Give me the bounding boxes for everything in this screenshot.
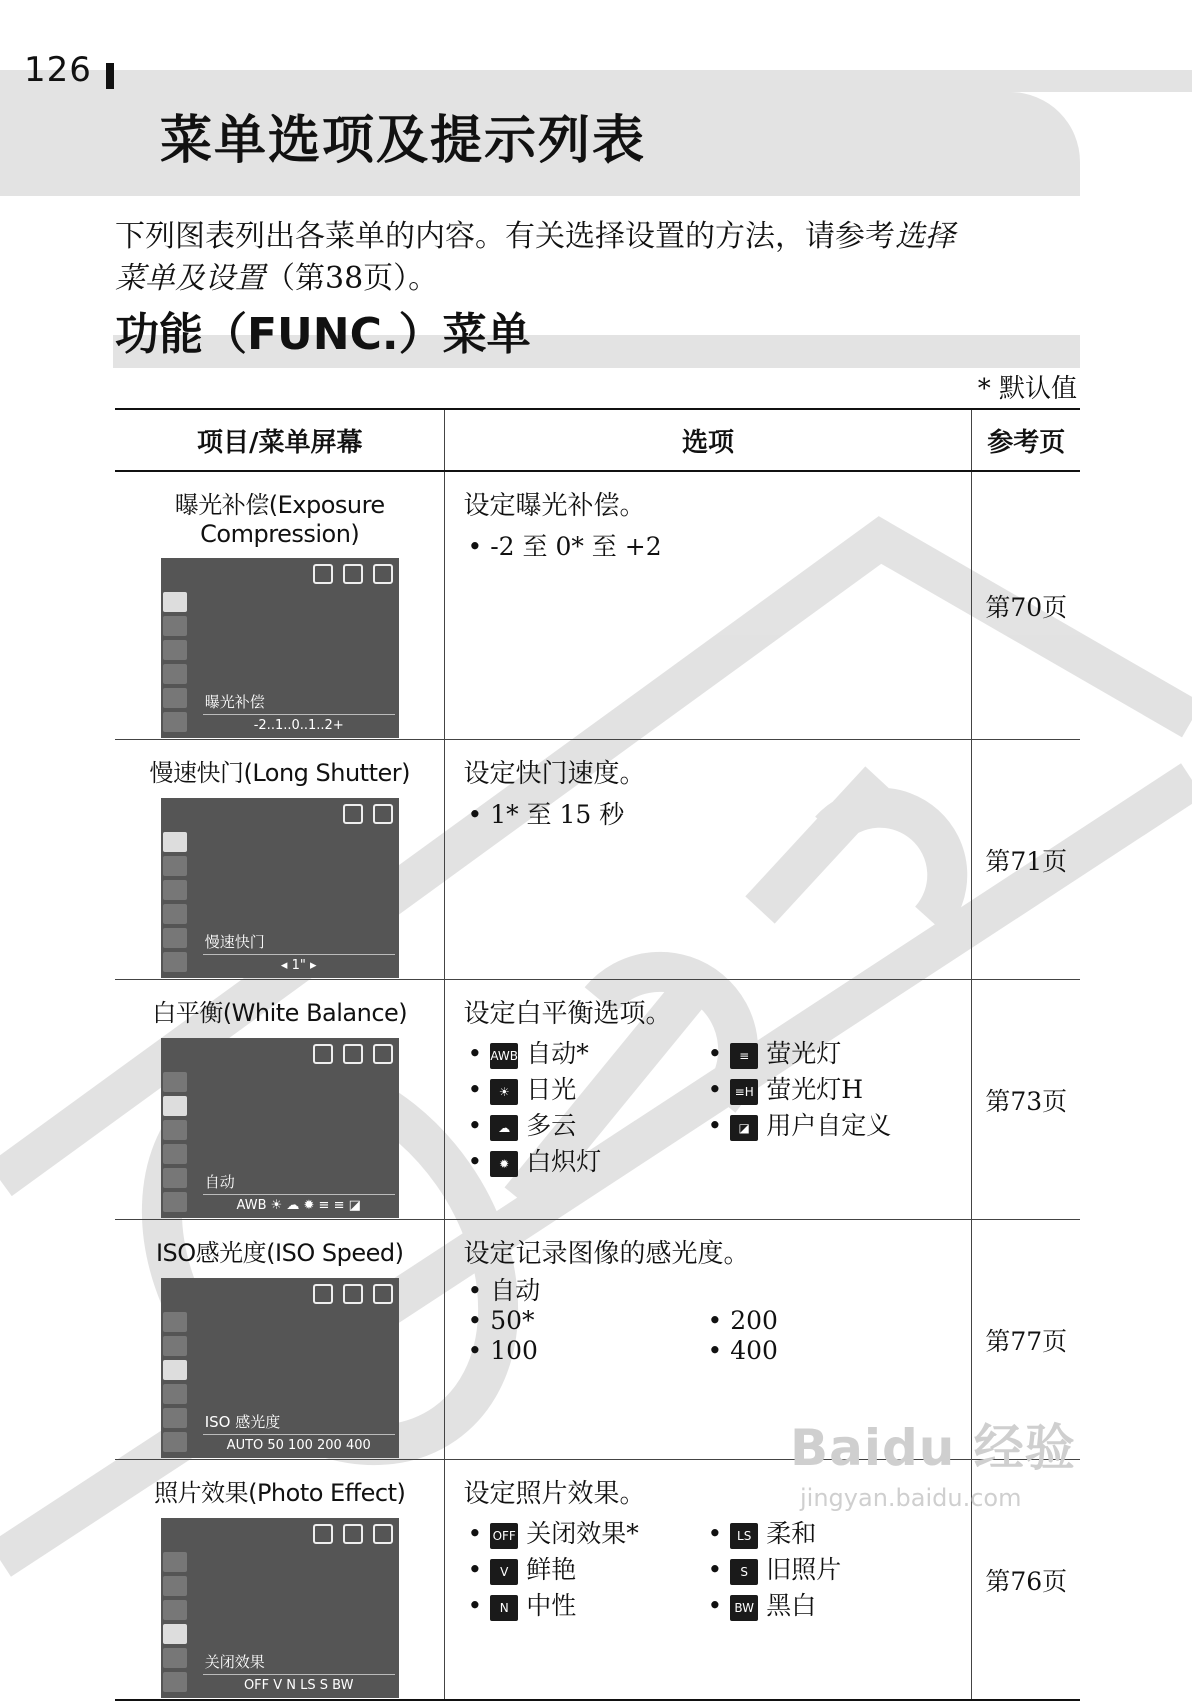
default-note: * 默认值 — [977, 374, 1077, 404]
menu-tab-icon — [163, 1120, 187, 1140]
flash-icon — [343, 564, 363, 584]
table-row — [115, 740, 1080, 980]
option-description: 设定曝光补偿。 — [463, 491, 646, 521]
option-item: • ≡ 萤光灯 — [707, 1036, 947, 1072]
reference-page: 第77页 — [972, 1220, 1080, 1460]
option-item: • ≡H 萤光灯H — [707, 1072, 947, 1108]
menu-tab-icon — [163, 1336, 187, 1356]
option-item: • 200 — [707, 1306, 947, 1336]
page-title: 菜单选项及提示列表 — [160, 111, 647, 171]
self-timer-icon — [373, 1044, 393, 1064]
flash-icon — [343, 1044, 363, 1064]
intro-line1: 下列图表列出各菜单的内容。有关选择设置的方法，请参考 — [115, 219, 895, 254]
option-description: 设定白平衡选项。 — [463, 999, 672, 1029]
self-timer-icon — [373, 1284, 393, 1304]
item-name: 慢速快门(Long Shutter) — [149, 759, 410, 787]
menu-tab-icon — [163, 832, 187, 852]
menu-tab-icon — [163, 1192, 187, 1212]
menu-tab-icon — [163, 1360, 187, 1380]
sepia-icon: S — [730, 1559, 758, 1585]
page-mark — [106, 63, 114, 89]
mode-icon — [343, 804, 363, 824]
flash-icon — [343, 1524, 363, 1544]
option-item: • N 中性 — [467, 1588, 707, 1624]
reference-page: 第71页 — [972, 740, 1080, 980]
menu-tab-icon — [163, 1312, 187, 1332]
option-item: • 400 — [707, 1336, 947, 1366]
option-item: • ☀ 日光 — [467, 1072, 707, 1108]
option-description: 设定照片效果。 — [463, 1479, 646, 1509]
menu-screen — [161, 798, 399, 978]
reference-page: 第70页 — [972, 471, 1080, 740]
screen-scale: AWB ☀ ☁ ✹ ≡ ≡ ◪ — [203, 1194, 395, 1215]
menu-screen — [161, 1278, 399, 1458]
mode-icon — [313, 1524, 333, 1544]
cloudy-icon: ☁ — [490, 1115, 518, 1141]
menu-tab-icon — [163, 1144, 187, 1164]
section-title: 功能（FUNC.）菜单 — [115, 309, 531, 360]
black-white-icon: BW — [730, 1595, 758, 1621]
header-band-top — [113, 70, 1192, 92]
option-item: • OFF 关闭效果* — [467, 1516, 707, 1552]
option-item: • 50* — [467, 1306, 707, 1336]
menu-tab-icon — [163, 640, 187, 660]
tungsten-icon: ✹ — [490, 1151, 518, 1177]
option-description: 设定记录图像的感光度。 — [463, 1239, 750, 1269]
option-item: • V 鲜艳 — [467, 1552, 707, 1588]
menu-tab-icon — [163, 688, 187, 708]
menu-tab-icon — [163, 1408, 187, 1428]
menu-screen — [161, 1038, 399, 1218]
menu-tab-icon — [163, 1096, 187, 1116]
menu-tab-icon — [163, 616, 187, 636]
menu-tab-icon — [163, 664, 187, 684]
screen-scale: AUTO 50 100 200 400 — [203, 1434, 395, 1455]
menu-tab-icon — [163, 856, 187, 876]
screen-label: 关闭效果 — [204, 1653, 265, 1671]
baidu-watermark — [790, 1408, 1076, 1512]
menu-tab-icon — [163, 1648, 187, 1668]
menu-screen — [161, 1518, 399, 1698]
intro-line1-italic: 选择 — [895, 219, 955, 254]
menu-tab-icon — [163, 1384, 187, 1404]
menu-tab-icon — [163, 1600, 187, 1620]
screen-scale: -2..1..0..1..2+ — [203, 714, 395, 735]
menu-tab-icon — [163, 1168, 187, 1188]
menu-tab-icon — [163, 1072, 187, 1092]
screen-label: ISO 感光度 — [204, 1413, 281, 1431]
option-item: • 自动 — [467, 1276, 970, 1306]
option-item: • S 旧照片 — [707, 1552, 947, 1588]
option-item: • -2 至 0* 至 +2 — [467, 528, 970, 566]
menu-tab-icon — [163, 1672, 187, 1692]
header-options: 选项 — [445, 409, 972, 471]
mode-icon — [313, 1044, 333, 1064]
menu-tab-icon — [163, 1624, 187, 1644]
option-description: 设定快门速度。 — [463, 759, 646, 789]
menu-tab-icon — [163, 952, 187, 972]
reference-page: 第76页 — [972, 1460, 1080, 1701]
intro-line2-italic: 菜单及设置 — [115, 261, 265, 296]
menu-tab-icon — [163, 712, 187, 732]
self-timer-icon — [373, 1524, 393, 1544]
item-name: 照片效果(Photo Effect) — [154, 1479, 406, 1507]
screen-label: 慢速快门 — [204, 933, 265, 951]
intro-line2-rest: （第38页）。 — [265, 261, 439, 296]
screen-scale: OFF V N LS S BW — [203, 1674, 395, 1695]
custom-wb-icon: ◪ — [730, 1115, 758, 1141]
table-row — [115, 471, 1080, 740]
screen-label: 自动 — [204, 1173, 235, 1191]
menu-tab-icon — [163, 1576, 187, 1596]
option-item: • LS 柔和 — [707, 1516, 947, 1552]
vivid-icon: V — [490, 1559, 518, 1585]
option-item: • ✹ 白炽灯 — [467, 1144, 707, 1180]
intro-paragraph — [115, 216, 1080, 300]
flash-icon — [343, 1284, 363, 1304]
fluorescent-h-icon: ≡H — [730, 1079, 758, 1105]
menu-tab-icon — [163, 1552, 187, 1572]
option-item: • 1* 至 15 秒 — [467, 796, 970, 834]
baidu-url: jingyan.baidu.com — [800, 1484, 1022, 1512]
daylight-icon: ☀ — [490, 1079, 518, 1105]
baidu-logo: Baidu 经验 — [790, 1419, 1076, 1477]
screen-scale: ◂ 1" ▸ — [203, 954, 395, 975]
item-name: 白平衡(White Balance) — [152, 999, 408, 1027]
low-sharpening-icon: LS — [730, 1523, 758, 1549]
effect-off-icon: OFF — [490, 1523, 518, 1549]
table-row — [115, 980, 1080, 1220]
table-header-row — [115, 409, 1080, 471]
menu-tab-icon — [163, 1432, 187, 1452]
reference-page: 第73页 — [972, 980, 1080, 1220]
header-item: 项目/菜单屏幕 — [115, 409, 445, 471]
menu-tab-icon — [163, 904, 187, 924]
item-name: 曝光补偿(Exposure Compression) — [174, 491, 385, 548]
fluorescent-icon: ≡ — [730, 1043, 758, 1069]
option-item: • BW 黑白 — [707, 1588, 947, 1624]
neutral-icon: N — [490, 1595, 518, 1621]
menu-tab-icon — [163, 928, 187, 948]
item-name: ISO感光度(ISO Speed) — [155, 1239, 404, 1267]
mode-icon — [313, 564, 333, 584]
menu-screen — [161, 558, 399, 738]
mode-icon — [313, 1284, 333, 1304]
awb-icon: AWB — [490, 1043, 518, 1069]
header-page: 参考页 — [972, 409, 1080, 471]
flash-icon — [373, 804, 393, 824]
menu-tab-icon — [163, 592, 187, 612]
option-item: • AWB 自动* — [467, 1036, 707, 1072]
screen-label: 曝光补偿 — [204, 693, 265, 711]
menu-tab-icon — [163, 880, 187, 900]
page-number: 126 — [24, 50, 92, 90]
option-item: • ☁ 多云 — [467, 1108, 707, 1144]
option-item: • 100 — [467, 1336, 707, 1366]
self-timer-icon — [373, 564, 393, 584]
option-item: • ◪ 用户自定义 — [707, 1108, 947, 1144]
